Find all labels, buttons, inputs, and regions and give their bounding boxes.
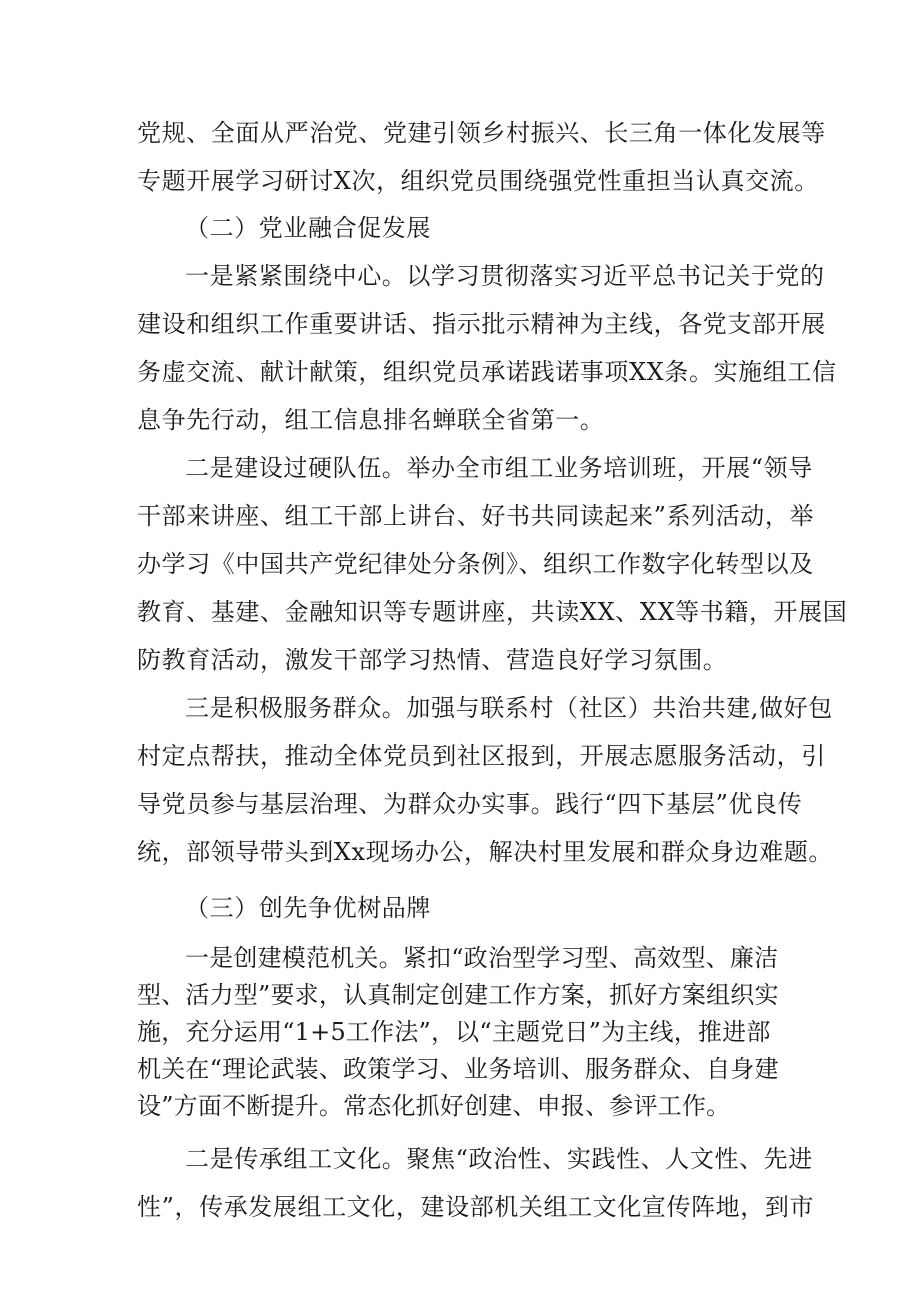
text-line: 一是紧紧围绕中心。以学习贯彻落实习近平总书记关于党的 — [185, 262, 825, 290]
text-line: 教育、基建、金融知识等专题讲座，共读XX、XX等书籍，开展国 — [137, 598, 848, 626]
text-line: 一是创建模范机关。紧扣“政治型学习型、高效型、廉洁 — [185, 944, 779, 972]
text-line: 党规、全面从严治党、党建引领乡村振兴、长三角一体化发展等 — [137, 119, 826, 147]
text-line: 干部来讲座、组工干部上讲台、好书共同读起来”系列活动，举 — [137, 502, 815, 530]
text-line: 二是传承组工文化。聚焦“政治性、实践性、人文性、先进 — [185, 1145, 813, 1173]
text-line: 三是积极服务群众。加强与联系村（社区）共治共建,做好包 — [185, 694, 833, 722]
text-line: 统，部领导带头到Ⅹx现场办公，解决村里发展和群众身边难题。 — [137, 838, 834, 866]
section-heading: （二）党业融合促发展 — [185, 214, 431, 242]
text-line: 性”，传承发展组工文化，建设部机关组工文化宣传阵地，到市 — [137, 1193, 815, 1221]
text-line: 导党员参与基层治理、为群众办实事。践行“四下基层”优良传 — [137, 790, 803, 818]
text-line: 务虚交流、献计献策，组织党员承诺践诺事项XX条。实施组工信 — [137, 358, 837, 386]
text-line: 机关在“理论武装、政策学习、业务培训、服务群众、自身建 — [137, 1055, 779, 1083]
text-line: 村定点帮扶，推动全体党员到社区报到，开展志愿服务活动，引 — [137, 742, 826, 770]
section-heading: （三）创先争优树品牌 — [185, 894, 431, 922]
text-line: 设”方面不断提升。常态化抓好创建、申报、参评工作。 — [137, 1092, 731, 1120]
text-line: 建设和组织工作重要讲话、指示批示精神为主线，各党支部开展 — [137, 310, 826, 338]
text-line: 二是建设过硬队伍。举办全市组工业务培训班，开展“领导 — [185, 454, 813, 482]
text-line: 防教育活动，激发干部学习热情、营造良好学习氛围。 — [137, 646, 728, 674]
text-line: 施，充分运用“1+5工作法”，以“主题党日”为主线，推进部 — [137, 1018, 771, 1046]
text-line: 息争先行动，组工信息排名蝉联全省第一。 — [137, 406, 605, 434]
text-line: 型、活力型”要求，认真制定创建工作方案，抓好方案组织实 — [137, 981, 779, 1009]
text-line: 专题开展学习研讨X次，组织党员围绕强党性重担当认真交流。 — [137, 167, 819, 195]
text-line: 办学习《中国共产党纪律处分条例》、组织工作数字化转型以及 — [137, 550, 814, 578]
